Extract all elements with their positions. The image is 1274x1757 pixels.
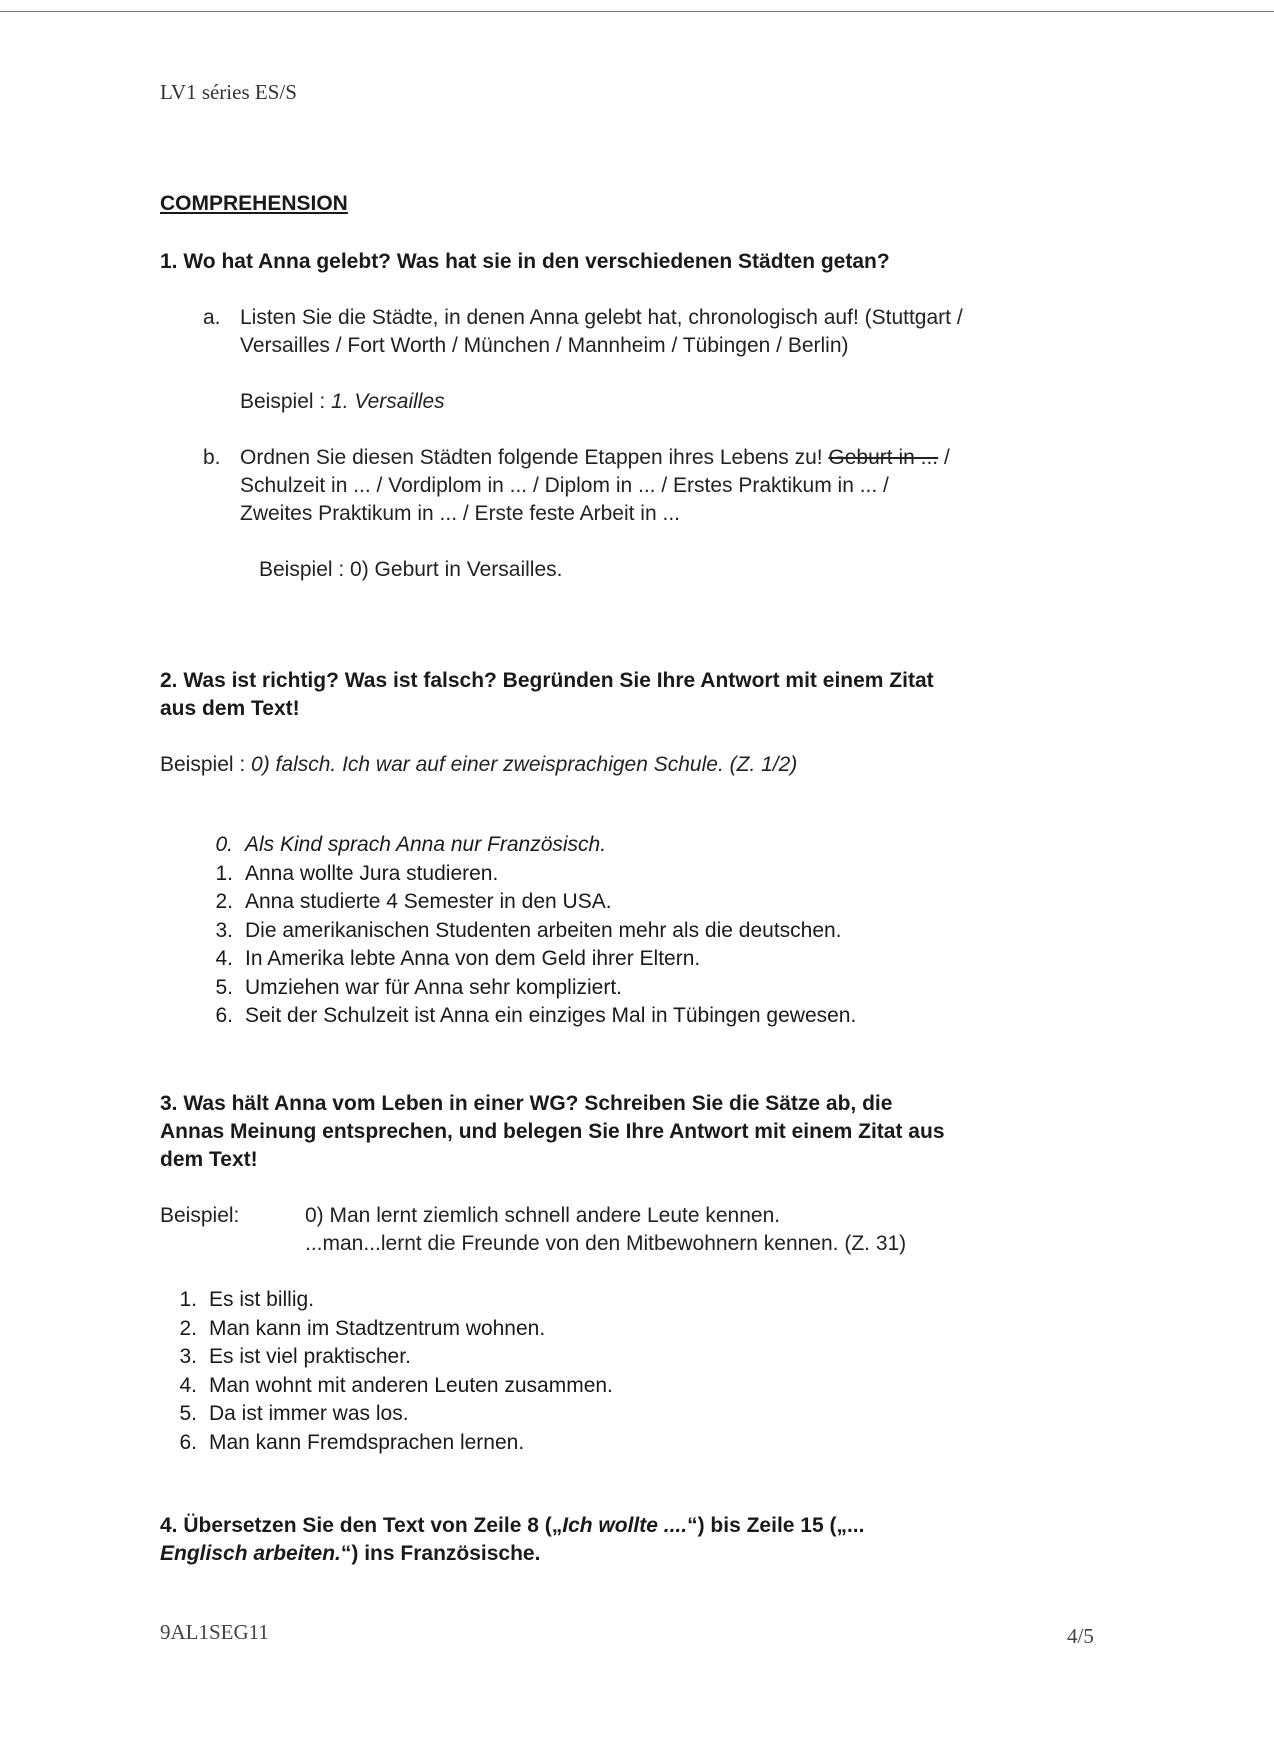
q1-a-example — [240, 388, 445, 416]
list-item — [164, 1400, 613, 1429]
item-number: 5. — [215, 975, 233, 999]
item-number: 3. — [215, 918, 233, 942]
q4-part3: “) bis Zeile 15 („... — [687, 1514, 865, 1537]
q3-example-label: Beispiel: — [160, 1204, 240, 1227]
item-text: Seit der Schulzeit ist Anna ein einziges Mal in Tübingen gewesen. — [245, 1004, 857, 1027]
item-number: 6. — [215, 1004, 233, 1027]
q1-b-text-1b: / — [938, 446, 950, 469]
item-text: In Amerika lebte Anna von dem Geld ihrer Eltern. — [245, 947, 701, 970]
list-item — [200, 1002, 856, 1031]
q1-b-text-line3: Zweites Praktikum in ... / Erste feste Arbeit in ... — [240, 502, 680, 525]
list-item — [164, 1286, 613, 1315]
list-item — [200, 831, 856, 860]
q4-instruction — [160, 1512, 1120, 1568]
q1-a-letter: a. — [203, 306, 221, 329]
q1-a-text-line2: Versailles / Fort Worth / München / Mannheim / Tübingen / Berlin) — [240, 334, 849, 357]
q3-example-line1: 0) Man lernt ziemlich schnell andere Leute kennen. — [305, 1204, 781, 1227]
item-number: 3. — [179, 1345, 197, 1368]
list-item — [200, 860, 856, 889]
q3-title-line3: dem Text! — [160, 1148, 258, 1171]
item-number: 4. — [215, 947, 233, 970]
q2-title-line1: 2. Was ist richtig? Was ist falsch? Begründen Sie Ihre Antwort mit einem Zitat — [160, 669, 934, 692]
item-number: 5. — [179, 1402, 197, 1425]
q4-part2: Ich wollte .... — [562, 1514, 688, 1537]
item-text: Da ist immer was los. — [209, 1402, 409, 1425]
item-text: Es ist billig. — [209, 1288, 315, 1311]
q2-title-line2: aus dem Text! — [160, 697, 300, 720]
q3-example-line2: ...man...lernt die Freunde von den Mitbewohnern kennen. (Z. 31) — [305, 1232, 907, 1255]
item-text: Man kann Fremdsprachen lernen. — [209, 1430, 525, 1454]
list-item — [200, 888, 856, 917]
item-number: 6. — [179, 1430, 197, 1454]
item-text: Anna wollte Jura studieren. — [245, 861, 499, 885]
list-item — [200, 945, 856, 974]
footer-exam-code: 9AL1SEG11 — [160, 1620, 269, 1644]
q2-example — [160, 751, 797, 779]
item-number: 1. — [215, 861, 233, 885]
q3-title-line2: Annas Meinung entsprechen, und belegen Sie Ihre Antwort mit einem Zitat aus — [160, 1120, 945, 1143]
q2-example-value: 0) falsch. Ich war auf einer zweisprachigen Schule. (Z. 1/2) — [251, 753, 798, 776]
item-text: Anna studierte 4 Semester in den USA. — [245, 890, 612, 913]
list-item — [164, 1429, 613, 1458]
q1-b-text-line2: Schulzeit in ... / Vordiplom in ... / Diplom in ... / Erstes Praktikum in ... / — [240, 474, 889, 497]
section-title: COMPREHENSION — [160, 192, 348, 215]
q3-title-line1: 3. Was hält Anna vom Leben in einer WG? Schreiben Sie die Sätze ab, die — [160, 1092, 893, 1115]
item-number: 4. — [179, 1373, 197, 1397]
item-number: 0. — [215, 833, 233, 856]
scan-top-line — [0, 11, 1274, 12]
q1-a-text-line1: Listen Sie die Städte, in denen Anna gelebt hat, chronologisch auf! (Stuttgart / — [240, 306, 963, 329]
q2-example-label: Beispiel : — [160, 753, 252, 776]
item-text: Die amerikanischen Studenten arbeiten mehr als die deutschen. — [245, 918, 842, 942]
q1-b-struck-text: Geburt in ... — [828, 446, 939, 469]
q1-b-text-line1 — [240, 444, 950, 472]
q4-part5: “) ins Französische. — [340, 1542, 541, 1565]
list-item — [164, 1372, 613, 1401]
q1-a-example-label: Beispiel : — [240, 390, 332, 413]
item-text: Es ist viel praktischer. — [209, 1345, 411, 1368]
q1-a-example-value: 1. Versailles — [331, 390, 445, 413]
list-item — [164, 1315, 613, 1344]
list-item — [200, 917, 856, 946]
item-text: Als Kind sprach Anna nur Französisch. — [245, 833, 607, 856]
q1-b-letter: b. — [203, 446, 221, 469]
item-number: 2. — [179, 1316, 197, 1340]
q4-part4: Englisch arbeiten. — [160, 1542, 341, 1565]
q3-sentence-list — [164, 1286, 613, 1457]
exam-header: LV1 séries ES/S — [160, 80, 297, 104]
item-number: 1. — [179, 1288, 197, 1311]
q2-statement-list — [200, 831, 856, 1031]
q1-b-text-1a: Ordnen Sie diesen Städten folgende Etappen ihres Lebens zu! — [240, 446, 829, 469]
item-text: Umziehen war für Anna sehr kompliziert. — [245, 975, 622, 999]
list-item — [200, 974, 856, 1003]
item-text: Man wohnt mit anderen Leuten zusammen. — [209, 1373, 613, 1397]
q4-part1: 4. Übersetzen Sie den Text von Zeile 8 („ — [160, 1514, 563, 1537]
item-text: Man kann im Stadtzentrum wohnen. — [209, 1316, 546, 1340]
item-number: 2. — [215, 890, 233, 913]
list-item — [164, 1343, 613, 1372]
q1-title: 1. Wo hat Anna gelebt? Was hat sie in den verschiedenen Städten getan? — [160, 250, 890, 273]
footer-page-number: 4/5 — [1067, 1624, 1094, 1648]
q1-b-example: Beispiel : 0) Geburt in Versailles. — [259, 558, 563, 581]
